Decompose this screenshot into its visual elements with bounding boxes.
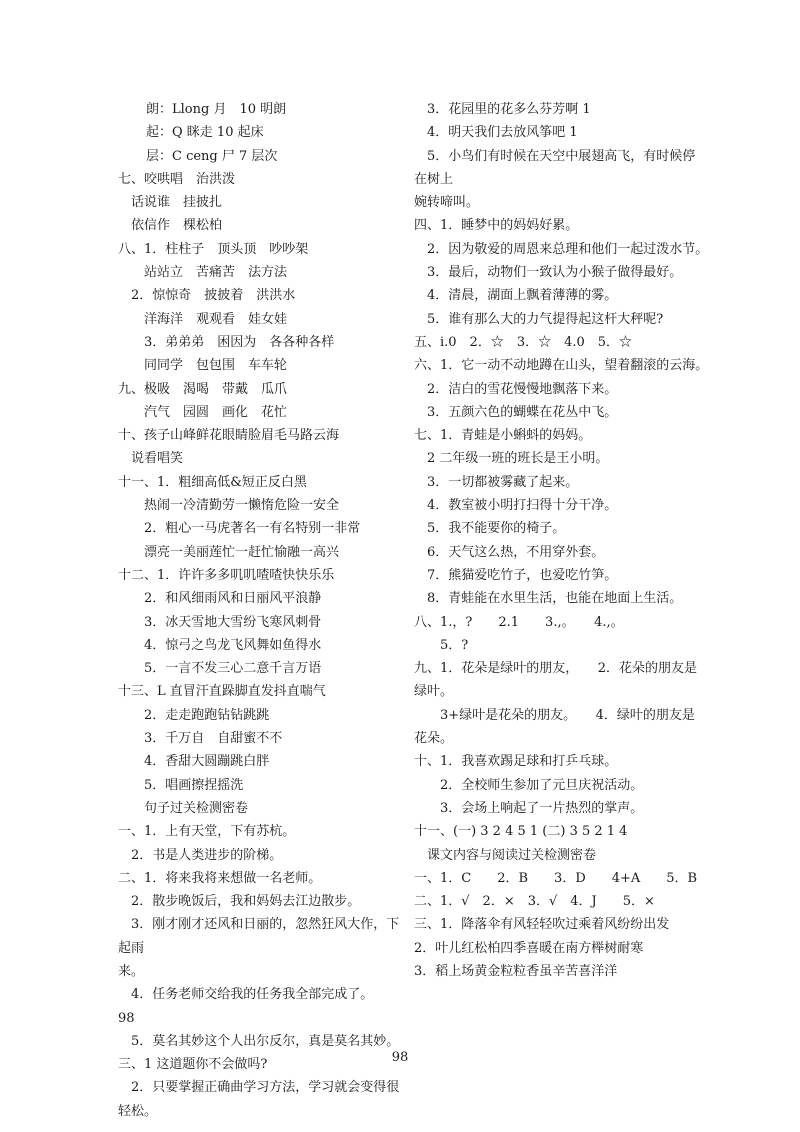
- text-line: 在树上: [414, 171, 454, 187]
- text-line: 5．小鸟们有时候在天空中展翅高飞，有时候停: [427, 148, 696, 164]
- text-line: 8．青蛙能在水里生活，也能在地面上生活。: [427, 591, 683, 607]
- text-line: 5．唱画擦捏摇洗: [144, 777, 244, 793]
- text-line: 十二、1．许许多多叽叽喳喳快快乐乐: [118, 567, 335, 583]
- text-line: 2．惊惊奇 披披着 洪洪水: [131, 288, 296, 304]
- text-line: 4．清晨，湖面上飘着薄薄的雾。: [427, 288, 618, 304]
- text-line: 4．教室被小明打扫得十分干净。: [427, 498, 618, 514]
- text-line: 八、1.，? 2.1 3.,。 4.,。: [414, 614, 624, 630]
- text-line: 2．散步晚饭后，我和妈妈去江边散步。: [131, 894, 361, 910]
- text-line: 3．冰天雪地大雪纷飞寒风刺骨: [144, 614, 322, 630]
- text-line: 3．一切都被雾藏了起来。: [427, 474, 579, 490]
- text-line: 来。: [118, 963, 145, 979]
- text-line: 汽气 园圆 画化 花忙: [144, 404, 288, 420]
- text-line: 2．和风细雨风和日丽风平浪静: [144, 591, 322, 607]
- text-line: 7．熊猫爱吃竹子，也爱吃竹笋。: [427, 567, 618, 583]
- text-line: 3．五颜六色的蝴蝶在花丛中飞。: [427, 404, 618, 420]
- text-line: 十三、L 直冒汗直跺脚直发抖直喘气: [118, 684, 326, 700]
- text-line: 十、孩子山峰鲜花眼睛脸眉毛马路云海: [118, 428, 340, 444]
- text-line: 二、1．√ 2．× 3．√ 4．J 5．×: [414, 894, 655, 910]
- text-line: 4．明天我们去放风筝吧 1: [427, 125, 578, 141]
- text-line: 说看唱笑: [131, 451, 184, 467]
- page-number: 98: [391, 1050, 409, 1065]
- text-line: 七、1．青蛙是小蝌蚪的妈妈。: [414, 428, 592, 444]
- text-line: 3．花园里的花多么芬芳啊 1: [427, 102, 591, 117]
- text-line: 起：Q 眯走 10 起床: [146, 125, 264, 141]
- text-line: 2．全校师生参加了元旦庆祝活动。: [440, 777, 644, 793]
- text-line: 4．香甜大圆蹦跳白胖: [144, 754, 270, 770]
- text-line: 洋海洋 观观看 娃女娃: [144, 311, 288, 327]
- text-line: 5．谁有那么大的力气提得起这杆大秤呢?: [427, 311, 664, 327]
- text-line: 四、1．睡梦中的妈妈好累。: [414, 218, 579, 234]
- text-line: 九、极吸 渴喝 带戴 瓜爪: [118, 381, 288, 397]
- left-column: [118, 98, 398, 1123]
- text-line: 漂亮一美丽莲忙一赶忙愉融一高兴: [144, 544, 340, 560]
- text-line: 十、1．我喜欢踢足球和打乒乓球。: [414, 754, 618, 770]
- text-line: 2．洁白的雪花慢慢地飘落下来。: [427, 381, 618, 397]
- text-line: 依信作 棵松柏: [131, 218, 223, 234]
- text-line: 轻松。: [118, 1103, 158, 1119]
- text-line: 5．一言不发三心二意千言万语: [144, 661, 322, 677]
- text-line: 5．莫名其妙这个人出尔反尔，真是莫名其妙。: [131, 1033, 400, 1049]
- text-line: 九、1．花朵是绿叶的朋友， 2．花朵的朋友是: [414, 661, 698, 677]
- text-line: 5．?: [440, 637, 469, 653]
- text-line: 六、1．它一动不动地蹲在山头，望着翻滚的云海。: [414, 358, 709, 374]
- text-line: 三、1 这道题你不会做吗?: [118, 1057, 268, 1073]
- text-line: 一、1．上有天堂，下有苏杭。: [118, 824, 296, 840]
- text-line: 花朵。: [414, 731, 454, 747]
- text-line: 同同学 包包围 车车轮: [144, 358, 288, 374]
- text-line: 七、咬哄唱 治洪泼: [118, 171, 236, 187]
- text-line: 绿叶。: [414, 684, 454, 700]
- text-line: 三、1．降落伞有风轻轻吹过乘着风纷纷出发: [414, 917, 670, 933]
- text-line: 一、1．C 2．B 3．D 4+A 5．B: [414, 870, 698, 886]
- text-line: 5．我不能要你的椅子。: [427, 521, 566, 537]
- text-line: 站站立 苦痛苦 法方法: [144, 265, 288, 281]
- text-line: 2 二年级一班的班长是王小明。: [427, 451, 609, 467]
- text-line: 6．天气这么热，不用穿外套。: [427, 544, 605, 560]
- text-line: 课文内容与阅读过关检测密卷: [427, 847, 597, 863]
- text-line: 3．千万自 自甜蜜不不: [144, 731, 283, 747]
- text-line: 98: [118, 1010, 135, 1026]
- text-line: 二、1．将来我将来想做一名老师。: [118, 870, 322, 886]
- text-line: 3．稻上场黄金粒粒香虽辛苦喜洋洋: [414, 963, 618, 979]
- text-line: 八、1．柱柱子 顶头顶 吵吵架: [118, 241, 309, 257]
- text-line: 4．惊弓之鸟龙飞风舞如鱼得水: [144, 637, 322, 653]
- text-line: 2．粗心一马虎著名一有名特别一非常: [144, 521, 361, 537]
- text-line: 3．弟弟弟 困因为 各各种各样: [144, 334, 335, 350]
- text-line: 2．只要掌握正确曲学习方法，学习就会变得很: [131, 1080, 400, 1096]
- text-line: 4．任务老师交给我的任务我全部完成了。: [131, 987, 374, 1003]
- text-line: 起雨: [118, 940, 145, 956]
- text-line: 婉转啼叫。: [414, 195, 480, 211]
- text-line: 十一、1．粗细高低&短正反白黑: [118, 474, 307, 490]
- text-line: 2．走走跑跑钻钻跳跳: [144, 707, 270, 723]
- text-line: 3．最后，动物们一致认为小猴子做得最好。: [427, 265, 683, 281]
- text-line: 3+绿叶是花朵的朋友。 4．绿叶的朋友是: [440, 707, 695, 723]
- text-line: 2．书是人类进步的阶梯。: [131, 847, 283, 863]
- text-line: 十一、(一) 3 2 4 5 1 (二) 3 5 2 1 4: [414, 824, 628, 840]
- text-line: 3．刚才刚才还风和日丽的，忽然狂风大作，下: [131, 917, 400, 933]
- right-column: [414, 98, 709, 983]
- text-line: 2．因为敬爱的周恩来总理和他们一起过泼水节。: [427, 241, 709, 257]
- text-line: 句子过关检测密卷: [144, 800, 249, 816]
- text-line: 五、i.0 2．☆ 3．☆ 4.0 5．☆: [414, 334, 633, 350]
- text-line: 3．会场上响起了一片热烈的掌声。: [440, 800, 644, 816]
- text-line: 话说谁 挂披扎: [131, 195, 223, 211]
- text-line: 层：C ceng 尸 7 层次: [146, 148, 278, 164]
- text-line: 热闹一冷清勤劳一懒惰危险一安全: [144, 498, 340, 514]
- text-line: 2．叶儿红松柏四季喜暖在南方榉树耐寒: [414, 940, 644, 956]
- text-line: 朗：Llong 月 10 明朗: [146, 102, 287, 117]
